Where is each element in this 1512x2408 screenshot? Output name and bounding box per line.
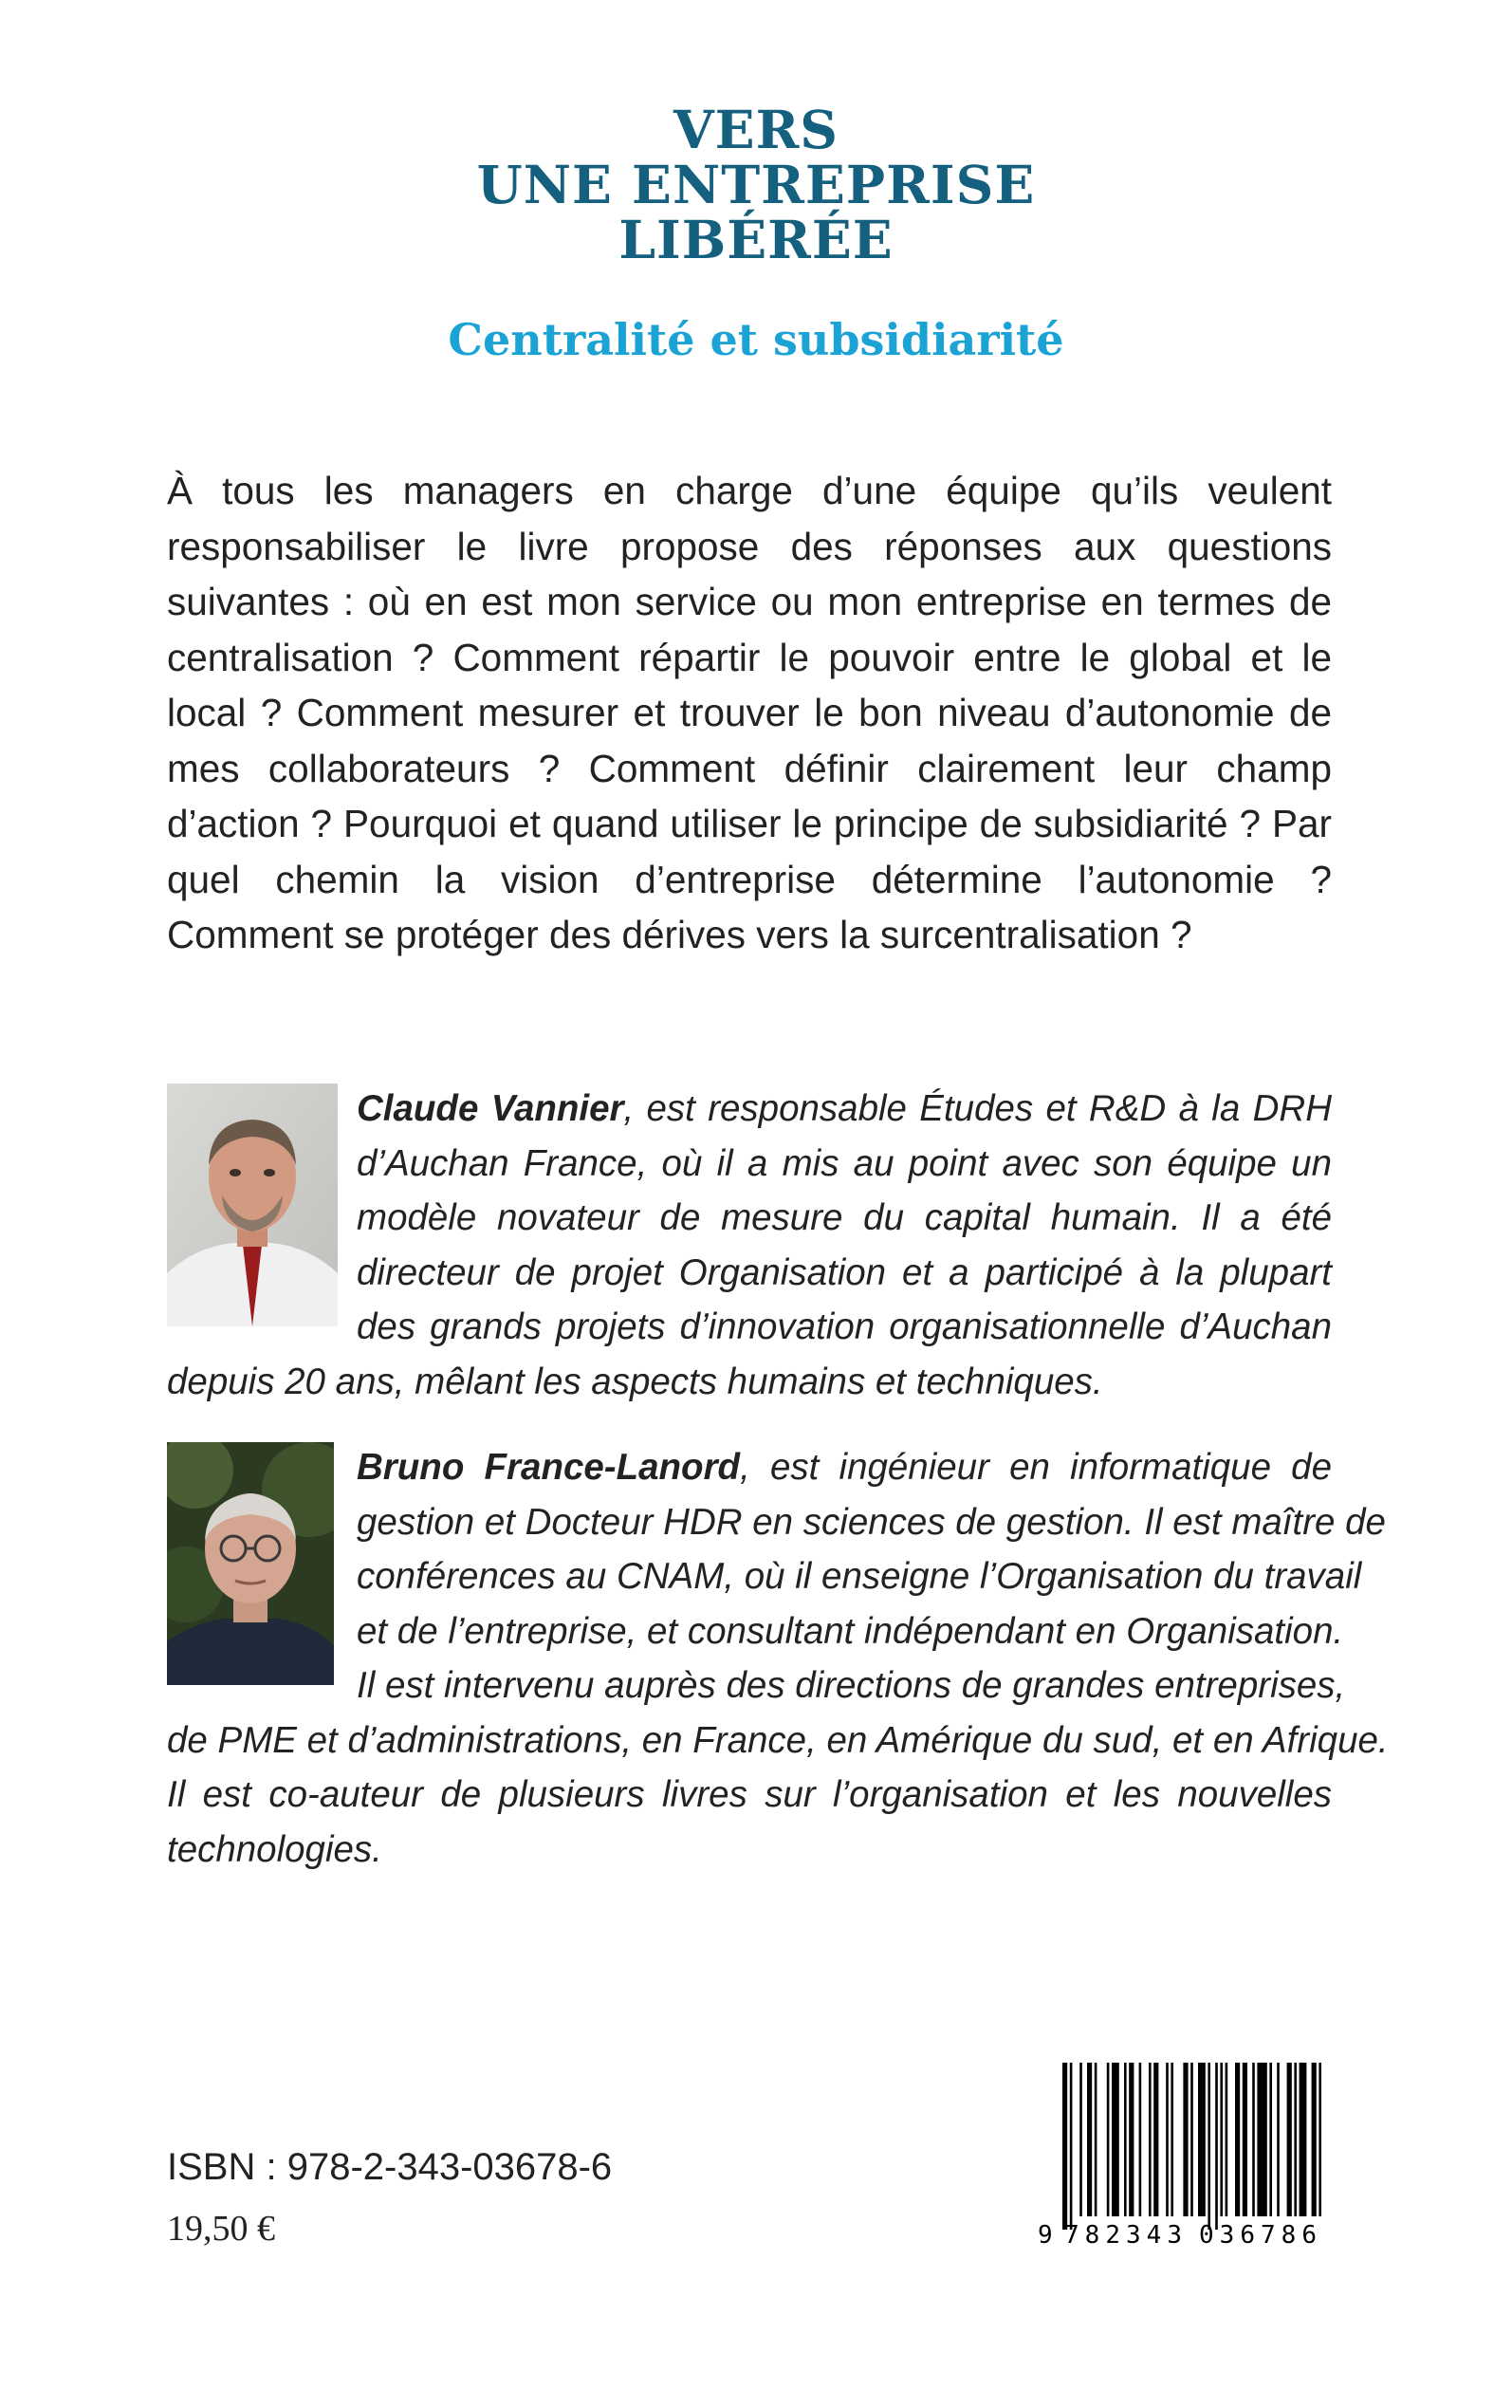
author-bio-bruno-france-lanord (167, 1440, 1389, 1877)
blurb-line: À tous les managers en charge d’une équipe qu’ils veulent (167, 469, 1332, 512)
blurb-line: chemin la vision d’entreprise détermine l’autonomie ? Comment se (167, 857, 1332, 956)
bio-line: depuis 20 ans, mêlant les aspects humains et techniques. (167, 1361, 1103, 1402)
bio-line: gestion et Docteur HDR en sciences de gestion. Il est maître de (357, 1501, 1386, 1543)
barcode-bar (1190, 2063, 1193, 2216)
barcode-bar (1087, 2063, 1092, 2216)
blurb-line: centralisation ? Comment répartir le pouvoir entre le global et le local ? (167, 635, 1332, 734)
book-title-line-2: UNE ENTREPRISE (476, 154, 1036, 215)
book-title-line-3: LIBÉRÉE (618, 209, 894, 270)
barcode-lead-digit: 9 (1038, 2221, 1053, 2249)
price-label: 19,50 € (167, 2209, 275, 2249)
barcode-bar (1252, 2063, 1255, 2216)
blurb-line: Pourquoi et quand utiliser le principe de subsidiarité ? Par quel (167, 802, 1332, 901)
blurb-line: responsabiliser le livre propose des réponses aux questions (167, 524, 1332, 568)
barcode-bar (1107, 2063, 1110, 2216)
barcode-bar (1153, 2063, 1158, 2216)
author-name: Bruno France-Lanord (357, 1447, 741, 1488)
bio-line: de PME et d’administrations, en France, en Amérique du sud, et en Afrique. (167, 1719, 1389, 1761)
bio-line: technologies. (167, 1828, 382, 1870)
barcode-bar (1318, 2063, 1321, 2216)
bio-line: d’Auchan France, où il a mis au point avec son équipe un (357, 1142, 1332, 1184)
barcode-bar (1243, 2063, 1247, 2216)
barcode-bar (1269, 2063, 1272, 2216)
bio-line: des grands projets d’innovation organisationnelle d’Auchan (357, 1306, 1332, 1347)
barcode-bar (1124, 2063, 1127, 2216)
barcode-right-digits: 036786 (1199, 2221, 1317, 2249)
barcode-bar (1095, 2063, 1097, 2216)
barcode-bar (1171, 2063, 1173, 2216)
blurb-line: protéger des dérives vers la surcentralisation ? (395, 913, 1192, 956)
bio-line: , est ingénieur en informatique de (740, 1447, 1332, 1488)
book-subtitle: Centralité et subsidiarité (448, 314, 1064, 365)
barcode-bar (1312, 2063, 1317, 2216)
barcode-bar (1235, 2063, 1240, 2216)
barcode-bar (1139, 2063, 1142, 2216)
bio-line: conférences au CNAM, où il enseigne l’Organisation du travail (357, 1556, 1362, 1597)
book-title (0, 99, 1512, 270)
bio-line: et de l’entreprise, et consultant indépendant en Organisation. (357, 1610, 1344, 1652)
barcode-bar (1070, 2063, 1073, 2230)
barcode-bar (1226, 2063, 1228, 2216)
barcode-bar (1220, 2063, 1223, 2216)
bio-line: modèle novateur de mesure du capital humain. Il a été (357, 1197, 1332, 1238)
blurb-line: suivantes : où en est mon service ou mon entreprise en termes de (167, 580, 1332, 623)
barcode-bar (1198, 2063, 1206, 2216)
barcode-bar (1257, 2063, 1266, 2216)
barcode-bar (1208, 2063, 1210, 2230)
barcode-bar (1062, 2063, 1067, 2230)
bio-line: Il est co-auteur de plusieurs livres sur l’organisation et les nouvelles (167, 1774, 1332, 1815)
barcode-bar (1079, 2063, 1082, 2216)
barcode-bar (1277, 2063, 1280, 2216)
barcode-icon (1036, 2063, 1336, 2249)
author-name: Claude Vannier (357, 1088, 624, 1129)
back-cover-blurb (167, 463, 1332, 963)
barcode-bar (1183, 2063, 1188, 2216)
barcode (1036, 2063, 1336, 2253)
barcode-bar (1287, 2063, 1292, 2216)
barcode-bar (1149, 2063, 1152, 2216)
isbn-label: ISBN : 978-2-343-03678-6 (167, 2146, 613, 2188)
barcode-bar (1294, 2063, 1297, 2216)
bio-line: Il est intervenu auprès des directions de grandes entreprises, (357, 1665, 1346, 1706)
book-title-line-1: VERS (673, 99, 839, 160)
bio-line: , est responsable Études et R&D à la DRH (623, 1088, 1332, 1129)
blurb-line: Comment mesurer et trouver le bon niveau d’autonomie de mes (167, 691, 1332, 790)
barcode-bar (1129, 2063, 1134, 2216)
blurb-line: collaborateurs ? Comment définir clairement leur champ d’action ? (167, 746, 1332, 845)
barcode-left-digits: 782343 (1064, 2221, 1182, 2249)
barcode-bar (1112, 2063, 1119, 2216)
barcode-bar (1166, 2063, 1169, 2216)
barcode-bar (1215, 2063, 1218, 2230)
barcode-bar (1300, 2063, 1307, 2216)
author-bio-claude-vannier (167, 1082, 1332, 1409)
bio-line: directeur de projet Organisation et a participé à la plupart (357, 1251, 1332, 1293)
